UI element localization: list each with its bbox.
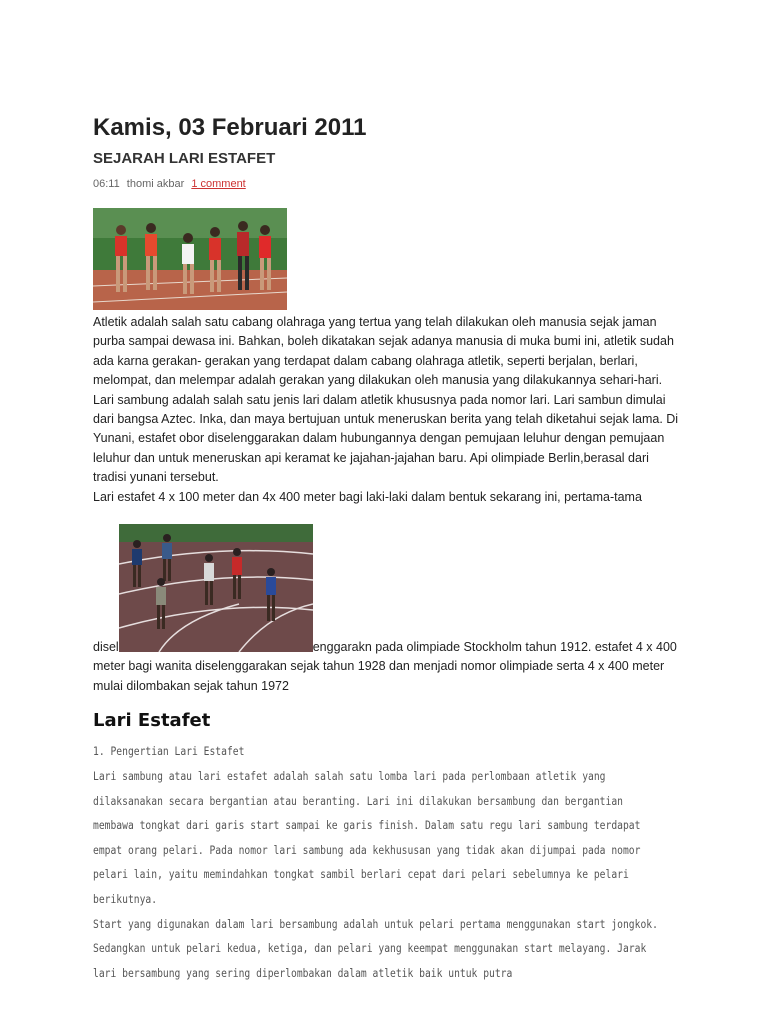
post-meta (93, 178, 246, 190)
comments-link[interactable]: 1 comment (191, 178, 246, 190)
paragraph: Atletik adalah salah satu cabang olahraga yang tertua yang telah dilakukan oleh manusia sejak jaman purba sampai dewasa ini. Bahkan, boleh dikatakan sejak adanya manusia di muka bumi ini, atletik sudah ada karna gerakan- gerakan yang terdapat dalam cabang olahraga atletik, seperti berjalan, berlari, melompat, dan melempar adalah gerakan yang dilakukan oleh manusia yang dilakukannya sehari-hari. (93, 315, 674, 388)
post-title: SEJARAH LARI ESTAFET (93, 150, 276, 167)
date-header: Kamis, 03 Februari 2011 (93, 114, 367, 141)
paragraph: Lari sambung adalah salah satu jenis lari dalam atletik khususnya pada nomor lari. Lari sambun dimulai dari bangsa Aztec. Inka, dan maya bertujuan untuk meneruskan berita yang telah diketahui sejak lama. Di Yunani, estafet obor diselenggarakan dalam hubungannya dengan pemujaan leluhur dengan pemujaan leluhur dan untuk meneruskan api keramat ke jajahan-jajahan baru. Api olimpiade Berlin,berasal dari tradisi yunani tersebut. (93, 392, 679, 485)
section-heading: Lari Estafet (93, 710, 211, 731)
post-author: thomi akbar (126, 178, 185, 190)
relay-race-photo[interactable] (93, 208, 287, 310)
paragraph: Start yang digunakan dalam lari bersambung adalah untuk pelari pertama menggunakan start jongkok. Sedangkan untuk pelari kedua, ketiga, dan pelari yang keempat menggunakan start melayang. Jarak lari bersambung yang sering diperlombakan dalam atletik baik untuk putra (93, 916, 658, 980)
intro-text (93, 313, 683, 507)
paragraph: Lari estafet 4 x 100 meter dan 4x 400 meter bagi laki-laki dalam bentuk sekarang ini, pertama-tama (93, 489, 642, 504)
paragraph-prefix: disel (93, 640, 119, 654)
section-body (93, 764, 667, 985)
relay-track-photo[interactable] (119, 524, 313, 652)
paragraph-continued: enggarakn pada olimpiade Stockholm tahun 1912. estafet 4 x 400 meter bagi wanita diselenggarakan sejak tahun 1928 dan menjadi nomor olimpiade serta 4 x 400 meter mulai dilombakan sejak tahun 1972 (93, 640, 677, 693)
intro-text-continued (93, 638, 683, 696)
section-subheading: 1. Pengertian Lari Estafet (93, 744, 245, 758)
post-time: 06:11 (93, 178, 120, 190)
paragraph: Lari sambung atau lari estafet adalah salah satu lomba lari pada perlombaan atletik yang dilaksanakan secara bergantian atau beranting. Lari ini dilakukan bersambung dan bergantian membawa tongkat dari garis start sampai ke garis finish. Dalam satu regu lari sambung terdapat empat orang pelari. Pada nomor lari sambung ada kekhususan yang tidak akan dijumpai pada nomor pelari lain, yaitu memindahkan tongkat sambil berlari cepat dari pelari sebelumnya ke pelari berikutnya. (93, 769, 641, 906)
